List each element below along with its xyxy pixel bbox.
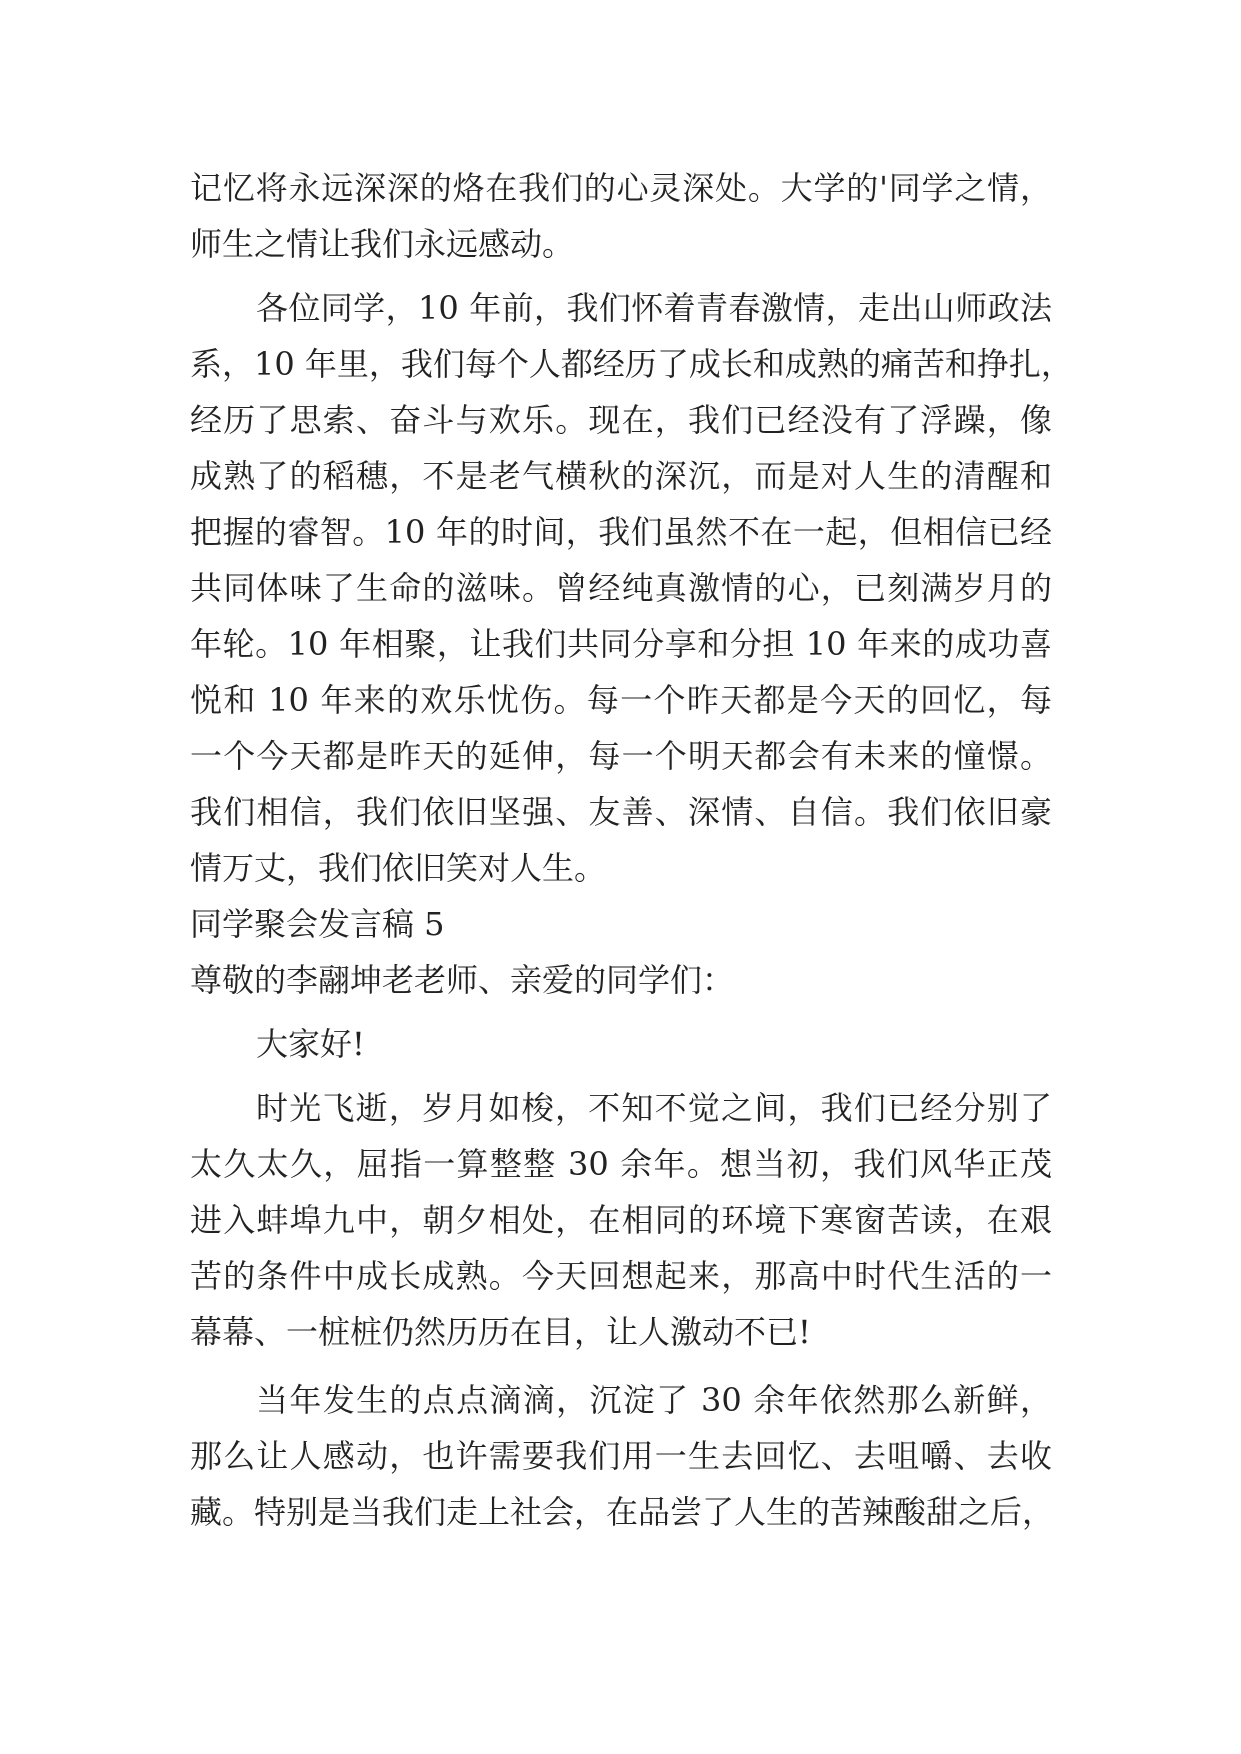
paragraph-line: 师生之情让我们永远感动。 — [190, 225, 575, 263]
paragraph-line: 系，10 年里，我们每个人都经历了成长和成熟的痛苦和挣扎， — [190, 345, 1073, 383]
paragraph-line: 经历了思索、奋斗与欢乐。现在，我们已经没有了浮躁，像 — [190, 401, 1052, 439]
greeting: 大家好! — [256, 1025, 365, 1063]
paragraph-line: 记忆将永远深深的烙在我们的心灵深处。大学的'同学之情， — [190, 169, 1052, 207]
paragraph-line: 情万丈，我们依旧笑对人生。 — [190, 849, 607, 887]
paragraph-line: 幕幕、一桩桩仍然历历在目，让人激动不已! — [190, 1313, 811, 1351]
paragraph-line: 藏。特别是当我们走上社会，在品尝了人生的苦辣酸甜之后， — [190, 1493, 1055, 1531]
paragraph-line: 时光飞逝，岁月如梭，不知不觉之间，我们已经分别了 — [256, 1089, 1052, 1127]
paragraph-line: 当年发生的点点滴滴，沉淀了 30 余年依然那么新鲜， — [256, 1381, 1052, 1419]
paragraph-line: 各位同学，10 年前，我们怀着青春激情，走出山师政法 — [256, 289, 1052, 327]
paragraph-line: 一个今天都是昨天的延伸，每一个明天都会有未来的憧憬。 — [190, 737, 1052, 775]
document-page — [190, 160, 1073, 1540]
section-heading: 同学聚会发言稿 5 — [190, 905, 445, 943]
paragraph-line: 苦的条件中成长成熟。今天回想起来，那高中时代生活的一 — [190, 1257, 1052, 1295]
paragraph-line: 太久太久，屈指一算整整 30 余年。想当初，我们风华正茂 — [190, 1145, 1052, 1183]
paragraph-line: 成熟了的稻穗，不是老气横秋的深沉，而是对人生的清醒和 — [190, 457, 1052, 495]
paragraph-line: 进入蚌埠九中，朝夕相处，在相同的环境下寒窗苦读，在艰 — [190, 1201, 1052, 1239]
paragraph-line: 年轮。10 年相聚，让我们共同分享和分担 10 年来的成功喜 — [190, 625, 1052, 663]
paragraph-line: 我们相信，我们依旧坚强、友善、深情、自信。我们依旧豪 — [190, 793, 1052, 831]
salutation: 尊敬的李翮坤老老师、亲爱的同学们： — [190, 961, 735, 999]
paragraph-line: 共同体味了生命的滋味。曾经纯真激情的心，已刻满岁月的 — [190, 569, 1052, 607]
paragraph-line: 那么让人感动，也许需要我们用一生去回忆、去咀嚼、去收 — [190, 1437, 1052, 1475]
paragraph-line: 悦和 10 年来的欢乐忧伤。每一个昨天都是今天的回忆，每 — [190, 681, 1052, 719]
paragraph-line: 把握的睿智。10 年的时间，我们虽然不在一起，但相信已经 — [190, 513, 1052, 551]
